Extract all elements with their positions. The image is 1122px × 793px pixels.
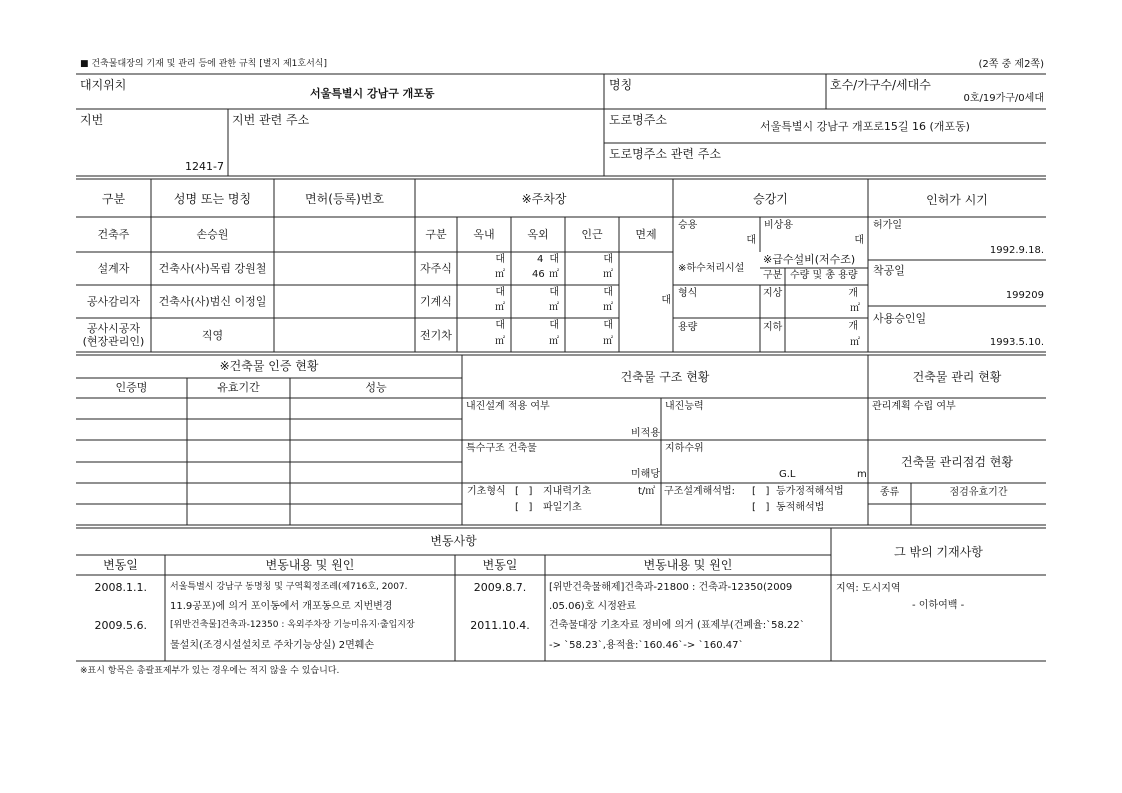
other-line: 지역: 도시지역 xyxy=(836,583,901,594)
parking-row-label: 기계식 xyxy=(420,295,452,308)
parking-unit: 대 xyxy=(495,320,505,331)
tank-below: 지하 xyxy=(763,322,783,333)
elevator-emergency: 비상용 xyxy=(764,220,793,231)
lot-value: 1241-7 xyxy=(185,160,224,173)
changes-title: 변동사항 xyxy=(430,534,477,548)
units-value: 0호/19가구/0세대 xyxy=(963,93,1044,104)
start-date-label: 착공일 xyxy=(873,264,905,277)
change-date: 2009.5.6. xyxy=(94,619,147,632)
change-content: -> `58.23`,용적율:`160.46`-> `160.47` xyxy=(549,640,744,651)
elevator-unit: 대 xyxy=(854,235,864,246)
water-tank-label: ※급수설비(저수조) xyxy=(763,253,856,266)
change-content: 서울특별시 강남구 동명칭 및 구역획정조례(제716호, 2007. xyxy=(170,582,408,592)
other-title: 그 밖의 기재사항 xyxy=(894,545,983,559)
parking-unit: 대 xyxy=(495,287,505,298)
parking-col-indoor: 옥내 xyxy=(473,228,495,241)
lot-related-label: 지번 관련 주소 xyxy=(232,113,310,127)
special-structure-label: 특수구조 건축물 xyxy=(466,443,537,454)
people-role: 공사감리자 xyxy=(86,295,141,308)
structure-title: 건축물 구조 현황 xyxy=(620,370,710,384)
groundwater-gl: G.L xyxy=(779,469,796,480)
parking-title: ※주차장 xyxy=(521,192,567,206)
tank-unit: 개 xyxy=(848,288,858,299)
change-content: 물설치(조경시설설치로 주차기능상실) 2면훼손 xyxy=(170,640,375,651)
elevator-unit: 대 xyxy=(746,235,756,246)
inspection-col-kind: 종류 xyxy=(879,487,900,498)
parking-unit: 대 xyxy=(549,287,559,298)
management-title: 건축물 관리 현황 xyxy=(912,370,1002,384)
tank-above: 지상 xyxy=(763,288,783,299)
sewage-capacity: 용량 xyxy=(678,322,698,333)
parking-unit: 대 xyxy=(603,254,613,265)
analysis-checkbox-1[interactable]: [ ] xyxy=(752,486,770,497)
change-content: [위반건축물]건축과-12350 : 옥외주차장 기능미유지·출입지장 xyxy=(170,620,415,630)
lot-label: 지번 xyxy=(80,113,104,127)
parking-unit: 대 xyxy=(495,254,505,265)
people-role: 공사시공자 xyxy=(86,322,141,335)
location-value: 서울특별시 강남구 개포동 xyxy=(310,87,435,100)
foundation-checkbox-1[interactable]: [ ] xyxy=(515,486,533,497)
inspection-col-period: 점검유효기간 xyxy=(949,487,1008,498)
elevator-title: 승강기 xyxy=(753,192,788,206)
tank-unit: 개 xyxy=(848,321,858,332)
parking-col-exempt: 면제 xyxy=(635,228,657,241)
start-date-value: 199209 xyxy=(1005,290,1044,301)
elevator-passenger: 승용 xyxy=(678,220,698,231)
foundation-label: 기초형식 xyxy=(467,486,506,497)
sewage-label: ※하수처리시설 xyxy=(678,263,745,274)
parking-unit: ㎡ xyxy=(549,302,559,313)
analysis-opt-2: 동적해석법 xyxy=(776,502,825,513)
people-name: 건축사(사)범신 이정일 xyxy=(158,295,267,308)
change-content: 11.9공포)에 의거 포이동에서 개포동으로 지번변경 xyxy=(170,601,393,612)
change-date: 2008.1.1. xyxy=(94,581,147,594)
parking-unit: ㎡ xyxy=(549,269,559,280)
change-content: [위반건축물해제]건축과-21800 : 건축과-12350(2009 xyxy=(549,582,793,593)
parking-unit: ㎡ xyxy=(495,302,505,313)
parking-unit: ㎡ xyxy=(495,269,505,280)
footnote: ※표시 항목은 총괄표제부가 있는 경우에는 적지 않을 수 있습니다. xyxy=(80,666,340,676)
form-caption: ■ 건축물대장의 기재 및 관리 등에 관한 규칙 [별지 제1호서식] xyxy=(80,59,327,69)
analysis-label: 구조설계해석법: xyxy=(664,486,735,497)
permits-title: 인허가 시기 xyxy=(926,193,988,207)
parking-col-nearby: 인근 xyxy=(581,228,603,241)
people-role: 설계자 xyxy=(97,262,130,275)
changes-col-date: 변동일 xyxy=(482,558,518,572)
road-related-label: 도로명주소 관련 주소 xyxy=(609,147,721,161)
inspection-title: 건축물 관리점검 현황 xyxy=(901,455,1013,469)
parking-unit: ㎡ xyxy=(495,336,505,347)
changes-col-date: 변동일 xyxy=(103,558,138,572)
parking-col-type: 구분 xyxy=(425,228,447,241)
management-plan-label: 관리계획 수립 여부 xyxy=(872,401,956,412)
changes-col-content: 변동내용 및 원인 xyxy=(265,558,355,572)
approval-date-label: 사용승인일 xyxy=(873,312,927,325)
seismic-label: 내진설계 적용 여부 xyxy=(466,401,550,412)
parking-row-label: 자주식 xyxy=(420,262,452,275)
parking-unit: 대 xyxy=(549,320,559,331)
page-indicator: (2쪽 중 제2쪽) xyxy=(978,59,1044,70)
road-address-label: 도로명주소 xyxy=(609,113,667,127)
people-role: 건축주 xyxy=(97,228,130,241)
people-name: 직영 xyxy=(201,329,224,342)
name-label: 명칭 xyxy=(609,78,633,92)
parking-unit: ㎡ xyxy=(603,302,613,313)
change-date: 2011.10.4. xyxy=(470,619,530,632)
seismic-value: 비적용 xyxy=(631,428,660,439)
permit-date-label: 허가일 xyxy=(873,220,902,231)
sewage-form: 형식 xyxy=(678,288,698,299)
change-content: .05.06)호 시정완료 xyxy=(549,601,637,612)
other-line: - 이하여백 - xyxy=(912,600,965,611)
people-role-sub: (현장관리인) xyxy=(82,335,145,348)
change-content: 건축물대장 기초자료 정비에 의거 (표제부(건폐율:`58.22` xyxy=(549,620,805,631)
tank-col-qty: 수량 및 총 용량 xyxy=(790,270,858,281)
location-label: 대지위치 xyxy=(80,78,127,92)
parking-unit: 대 xyxy=(603,287,613,298)
parking-unit: 대 xyxy=(603,320,613,331)
approval-date-value: 1993.5.10. xyxy=(989,337,1044,348)
units-label: 호수/가구수/세대수 xyxy=(830,78,931,92)
foundation-checkbox-2[interactable]: [ ] xyxy=(515,502,533,513)
foundation-opt-1: 지내력기초 xyxy=(543,486,592,497)
tank-unit: ㎡ xyxy=(850,303,860,314)
people-col-type: 구분 xyxy=(101,192,126,206)
people-col-name: 성명 또는 명칭 xyxy=(173,192,252,206)
parking-unit: ㎡ xyxy=(603,269,613,280)
special-structure-value: 미해당 xyxy=(631,469,660,480)
cert-col-period: 유효기간 xyxy=(217,381,260,394)
cert-col-perf: 성능 xyxy=(365,381,387,394)
cert-col-name: 인증명 xyxy=(115,381,148,394)
analysis-checkbox-2[interactable]: [ ] xyxy=(752,502,770,513)
permit-date-value: 1992.9.18. xyxy=(989,245,1044,256)
parking-unit: ㎡ xyxy=(549,336,559,347)
parking-col-outdoor: 옥외 xyxy=(527,228,549,241)
change-date: 2009.8.7. xyxy=(473,581,527,594)
seismic-capacity-label: 내진능력 xyxy=(665,401,704,412)
foundation-unit: t/㎡ xyxy=(638,486,656,497)
parking-outdoor-area: 46 xyxy=(532,269,545,280)
cert-title: ※건축물 인증 현황 xyxy=(219,359,319,373)
parking-unit: ㎡ xyxy=(603,336,613,347)
parking-exempt-unit: 대 xyxy=(661,295,671,306)
parking-outdoor-count: 4 xyxy=(537,254,544,265)
parking-row-label: 전기차 xyxy=(420,329,452,342)
people-name: 건축사(사)목림 강원철 xyxy=(158,262,267,275)
road-address-value: 서울특별시 강남구 개포로15길 16 (개포동) xyxy=(760,120,970,133)
people-name: 손승원 xyxy=(196,228,229,241)
foundation-opt-2: 파일기초 xyxy=(543,502,582,513)
analysis-opt-1: 등가정적해석법 xyxy=(776,486,844,497)
changes-col-content: 변동내용 및 원인 xyxy=(643,558,733,572)
people-col-license: 면허(등록)번호 xyxy=(305,192,384,206)
groundwater-unit: m xyxy=(857,469,867,480)
tank-col-div: 구분 xyxy=(763,270,783,281)
groundwater-label: 지하수위 xyxy=(665,443,704,454)
tank-unit: ㎡ xyxy=(850,337,860,348)
parking-unit: 대 xyxy=(549,254,559,265)
